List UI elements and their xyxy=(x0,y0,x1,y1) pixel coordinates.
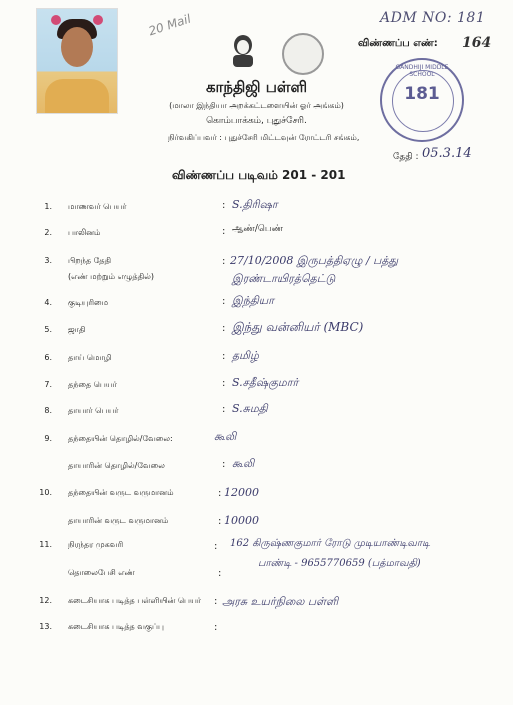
field-label: தந்தை பெயர் xyxy=(68,380,117,389)
date-label: தேதி : xyxy=(393,152,419,162)
school-stamp: GANDHIJI MIDDLE SCHOOL 181 xyxy=(380,58,464,142)
field-label: பாலினம் xyxy=(68,228,101,237)
field-label: நிரந்தர முகவரி xyxy=(68,540,124,549)
pencil-note: 20 Mail xyxy=(146,11,193,39)
dob-words-value: இரண்டாயிரத்தெட்டு xyxy=(232,272,336,285)
father-occupation-value: கூலி xyxy=(214,430,237,443)
field-label: மாணவர் பெயர் xyxy=(68,202,127,211)
field-label: தாய் மொழி xyxy=(68,353,112,362)
field-label: தந்தையின் வருட வருமானம் xyxy=(68,488,174,497)
field-label-note: (எண் மற்றும் எழுத்தில்) xyxy=(68,272,154,281)
row-number: 8. xyxy=(44,406,52,415)
application-number-label: விண்ணப்ப எண்: xyxy=(358,38,438,49)
application-number: 164 xyxy=(462,35,492,51)
administrator-text: நிர்வகிப்பவர் : புதுச்சேரி மிட்டவுன் ரோட்டரி சங்கம், xyxy=(168,133,360,142)
nationality-value: இந்தியா xyxy=(232,294,274,307)
field-label: குடியுரிமை xyxy=(68,298,109,307)
school-name: காந்திஜி பள்ளி xyxy=(205,78,308,96)
row-number: 3. xyxy=(44,256,52,265)
field-label: தாயார் பெயர் xyxy=(68,406,119,415)
row-number: 13. xyxy=(39,622,52,631)
mother-occupation-value: கூலி xyxy=(232,457,255,470)
gandhi-logo xyxy=(228,33,258,69)
row-number: 10. xyxy=(39,488,52,497)
field-label: தந்தையின் தொழில்/வேலை: xyxy=(68,434,173,443)
field-label: ஜாதி xyxy=(68,325,86,334)
row-number: 1. xyxy=(44,202,52,211)
mother-income-value: 10000 xyxy=(224,514,259,527)
affiliation-text: (மாலா இந்தியா அறக்கட்டளையின் ஓர் அங்கம்) xyxy=(169,101,344,110)
field-label: கடைசியாக படித்த வகுப்பு xyxy=(68,622,164,631)
gender-value: ஆண்/பெண் xyxy=(232,224,284,234)
row-number: 6. xyxy=(44,353,52,362)
row-number: 9. xyxy=(44,434,52,443)
row-number: 12. xyxy=(39,596,52,605)
field-label: கடைசியாக படித்த பள்ளியின் பெயர் xyxy=(68,596,202,605)
row-number: 5. xyxy=(44,325,52,334)
field-label: பிறந்த தேதி xyxy=(68,256,112,265)
last-school-value: அரசு உயர்நிலை பள்ளி xyxy=(222,595,339,608)
father-income-value: 12000 xyxy=(224,486,259,499)
dob-value: 27/10/2008 இருபத்திஏழு / பத்து xyxy=(230,254,399,267)
caste-value: இந்து வன்னியர் (MBC) xyxy=(232,320,364,334)
mother-name-value: S.சுமதி xyxy=(232,402,268,415)
field-label: தாயாரின் தொழில்/வேலை xyxy=(68,461,165,470)
admission-number: ADM NO: 181 xyxy=(380,10,486,26)
form-title: விண்ணப்ப படிவம் 201 - 201 xyxy=(172,168,346,182)
row-number: 4. xyxy=(44,298,52,307)
phone-value: பாண்டி - 9655770659 (பத்மாவதி) xyxy=(258,558,421,569)
student-photo xyxy=(36,8,118,114)
mother-tongue-value: தமிழ் xyxy=(232,349,259,362)
rotary-seal-logo xyxy=(282,33,324,75)
date-value: 05.3.14 xyxy=(422,146,472,161)
field-label: தொலைபேசி எண் xyxy=(68,568,135,577)
row-number: 11. xyxy=(39,540,52,549)
student-name-value: S.திரிஷா xyxy=(232,198,278,211)
row-number: 7. xyxy=(44,380,52,389)
field-label: தாயாரின் வருட வருமானம் xyxy=(68,516,169,525)
father-name-value: S.சதீஷ்குமார் xyxy=(232,376,299,389)
row-number: 2. xyxy=(44,228,52,237)
school-address: கொம்பாக்கம், புதுச்சேரி. xyxy=(206,116,307,126)
application-form-page: 20 Mail ADM NO: 181 விண்ணப்ப எண்: 164 GANDHIJI MIDDLE SCHOOL 181 காந்திஜி பள்ளி (மாலா இந்தியா அறக்கட்டளையின் ஓர் அங்கம்) கொம்பாக்கம், புதுச்சேரி. நிர்வகிப்பவர் : புதுச்சேரி மிட்டவுன் ரோட்டரி சங்கம், தேதி : 05.3.14 விண்ணப்ப படிவம் 201 - 201 1. மாணவர் பெயர் : S.திரிஷா 2. பாலினம் : ஆண்/பெண் 3. பிறந்த தேதி (எண் மற்றும் எழுத்தில்) : 27/10/2008 இருபத்திஏழு / பத்து இரண்டாயிரத்தெட்டு 4. குடியுரிமை : இந்தியா 5. ஜாதி : இந்து வன்னியர் (MBC) 6. தாய் மொழி : தமிழ் 7. தந்தை பெயர் : S.சதீஷ்குமார் 8. தாயார் பெயர் : S.சுமதி 9. தந்தையின் தொழில்/வேலை: கூலி தாயாரின் தொழில்/வேலை : கூலி 10. தந்தையின் வருட வருமானம் : 12000 தாயாரின் வருட வருமானம் : 10000 11. நிரந்தர முகவரி : 162 கிருஷ்ணகுமார் ரோடு முடியாண்டிவாடி தொலைபேசி எண் : பாண்டி - 9655770659 (பத்மாவதி) 12. கடைசியாக படித்த பள்ளியின் பெயர் : அரசு உயர்நிலை பள்ளி 13. கடைசியாக படித்த வகுப்பு : xyxy=(0,0,513,705)
address-value: 162 கிருஷ்ணகுமார் ரோடு முடியாண்டிவாடி xyxy=(230,538,431,549)
